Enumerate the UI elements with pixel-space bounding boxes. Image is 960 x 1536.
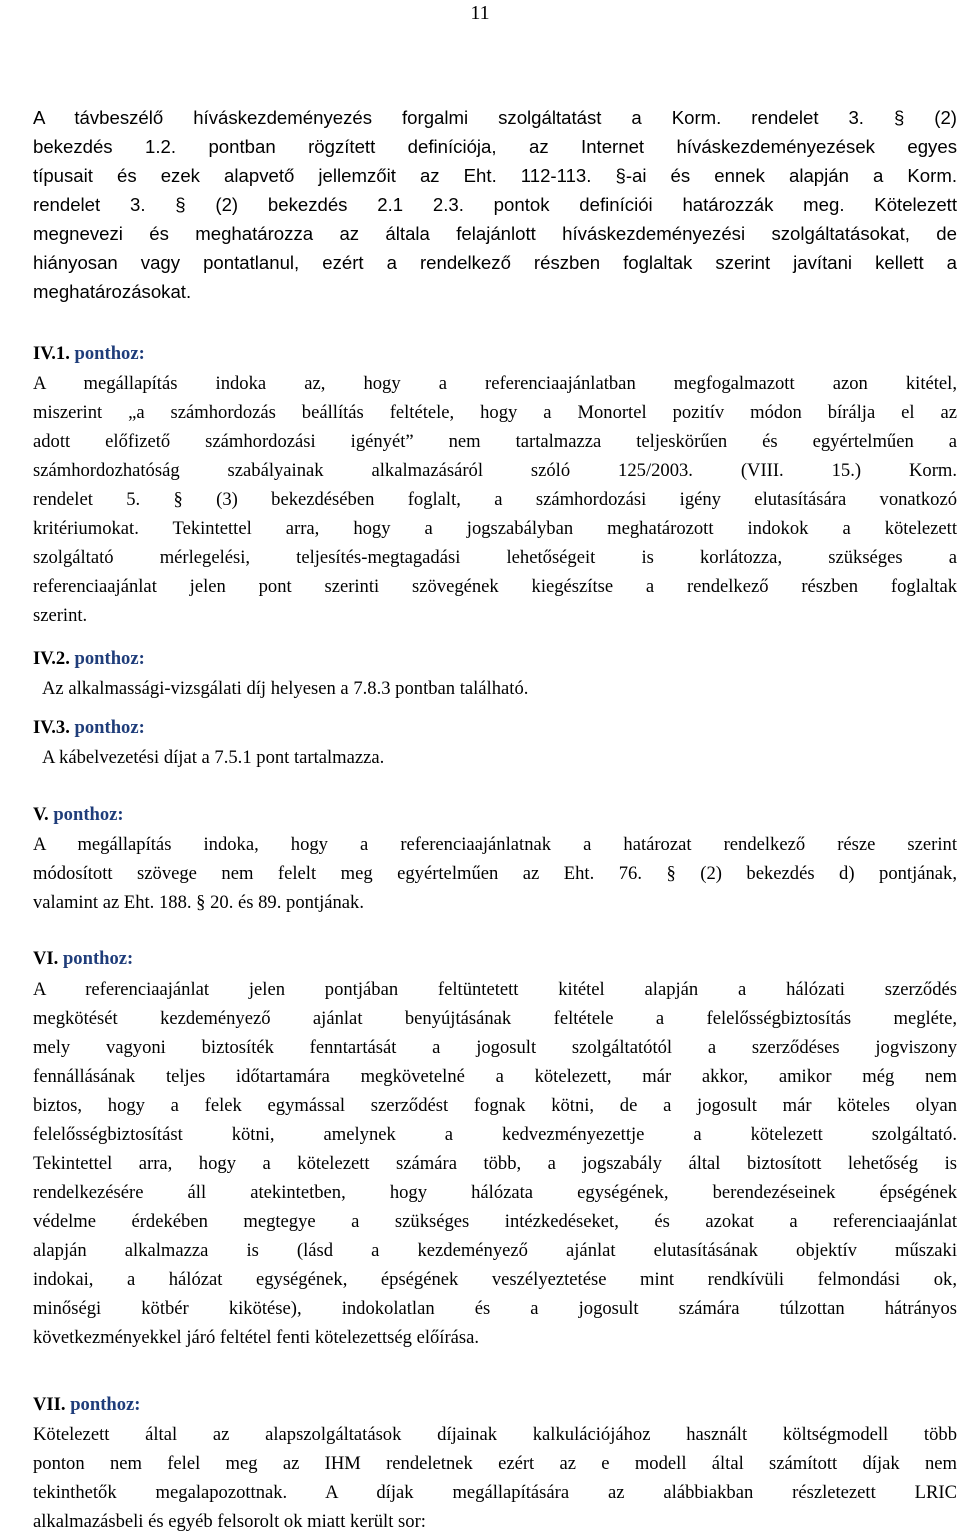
text-line: alkalmazásbeli és egyéb felsorolt ok miatt került sor: [33,1511,426,1532]
text-line: indokai, a hálózat egységének, épségének veszélyeztetése mint rendkívüli felmondási ok, [33,1269,957,1290]
section-heading-iv-2 [33,644,145,673]
section-number: V. [33,804,49,825]
text-line: meghatározásokat. [33,281,192,302]
text-line: A referenciaajánlat jelen pontjában feltüntetett kitétel alapján a hálózati szerződés [33,979,957,1000]
section-number: IV.1. [33,343,70,364]
text-line: kritériumokat. Tekintettel arra, hogy a jogszabályban meghatározott indokok a kötelezett [33,518,957,539]
section-label: ponthoz: [70,1394,141,1415]
text-line: rendelkezésére áll atekintetben, hogy hálózata egységének, berendezéseinek épségének [33,1182,957,1203]
section-body-iv-1 [33,369,957,630]
section-body-v [33,830,957,917]
section-label: ponthoz: [62,948,134,969]
text-line: rendelet 5. § (3) bekezdésében foglalt, a számhordozási igény elutasítására vonatkozó [33,489,957,510]
text-line: rendelet 3. § (2) bekezdés 2.1 2.3. pontok definíciói határozzák meg. Kötelezett [33,194,957,215]
section-body-iv-2 [33,674,957,703]
section-heading-v [33,800,124,829]
text-line: szerint. [33,605,88,626]
text-line: bekezdés 1.2. pontban rögzített definíciója, az Internet híváskezdeményezések egyes [33,136,957,157]
section-label: ponthoz: [74,343,145,364]
text-line: felelősségbiztosítást kötni, amelynek a kedvezményezettje a kötelezett szolgáltató. [33,1124,957,1145]
text-line: A kábelvezetési díjat a 7.5.1 pont tartalmazza. [42,747,385,768]
text-line: adott előfizető számhordozási igényét” nem tartalmazza teljeskörűen és egyértelműen a [33,431,957,452]
text-line: valamint az Eht. 188. § 20. és 89. pontjának. [33,892,365,913]
section-number: IV.3. [33,717,70,738]
text-line: megnevezi és meghatározza az általa felajánlott híváskezdeményezési szolgáltatásokat, de [33,223,957,244]
section-label: ponthoz: [74,648,145,669]
section-number: VII. [33,1394,66,1415]
section-number: VI. [33,948,59,969]
text-line: ponton nem felel meg az IHM rendeletnek ezért az e modell által számított díjak nem [33,1453,957,1474]
text-line: miszerint „a számhordozás beállítás feltétele, hogy a Monortel pozitív módon bírálja el az [33,402,957,423]
section-heading-vii [33,1390,140,1419]
text-line: következményekkel járó feltétel fenti kötelezettség előírása. [33,1327,480,1348]
text-line: Kötelezett által az alapszolgáltatások díjainak kalkulációjához használt költségmodell több [33,1424,957,1445]
text-line: fennállásának teljes időtartamára megkövetelné a kötelezett, már akkor, amikor még nem [33,1066,957,1087]
section-number: IV.2. [33,648,70,669]
section-label: ponthoz: [53,804,124,825]
section-heading-vi [33,944,133,973]
intro-paragraph [33,103,957,306]
text-line: referenciaajánlat jelen pont szerinti szövegének kiegészítse a rendelkező részben foglaltak [33,576,957,597]
text-line: típusait és ezek alapvető jellemzőit az Eht. 112-113. §-ai és ennek alapján a Korm. [33,165,957,186]
text-line: Tekintettel arra, hogy a kötelezett számára több, a jogszabály által biztosított lehetőség is [33,1153,957,1174]
text-line: módosított szövege nem felelt meg egyértelműen az Eht. 76. § (2) bekezdés d) pontjának, [33,863,957,884]
text-line: védelme érdekében megtegye a szükséges intézkedéseket, és azokat a referenciaajánlat [33,1211,957,1232]
text-line: tekinthetők megalapozottnak. A díjak megállapítására az alábbiakban részletezett LRIC [33,1482,957,1503]
section-body-vii [33,1420,957,1536]
text-line: A megállapítás indoka az, hogy a referenciaajánlatban megfogalmazott azon kitétel, [33,373,957,394]
section-body-vi [33,975,957,1352]
text-line: hiányosan vagy pontatlanul, ezért a rendelkező részben foglaltak szerint javítani kellett a [33,252,957,273]
section-heading-iv-1 [33,339,145,368]
text-line: minőségi kötbér kikötése), indokolatlan és a jogosult számára túlzottan hátrányos [33,1298,957,1319]
page-number: 11 [470,2,490,24]
text-line: megkötését kezdeményező ajánlat benyújtásának feltétele a felelősségbiztosítás megléte, [33,1008,957,1029]
section-heading-iv-3 [33,713,145,742]
section-label: ponthoz: [74,717,145,738]
text-line: A megállapítás indoka, hogy a referenciaajánlatnak a határozat rendelkező része szerint [33,834,957,855]
text-line: számhordozhatóság szabályainak alkalmazásáról szóló 125/2003. (VIII. 15.) Korm. [33,460,957,481]
text-line: biztos, hogy a felek egymással szerződést fognak kötni, de a jogosult már köteles olyan [33,1095,957,1116]
text-line: A távbeszélő híváskezdeményezés forgalmi szolgáltatást a Korm. rendelet 3. § (2) [33,107,957,128]
section-body-iv-3 [33,743,957,772]
text-line: szolgáltató mérlegelési, teljesítés-megtagadási lehetőségeit is korlátozza, szükséges a [33,547,957,568]
text-line: Az alkalmassági-vizsgálati díj helyesen a 7.8.3 pontban található. [42,678,529,699]
text-line: alapján alkalmazza is (lásd a kezdeményező ajánlat elutasításának objektív műszaki [33,1240,957,1261]
text-line: mely vagyoni biztosíték fenntartását a jogosult szolgáltatótól a szerződéses jogviszony [33,1037,957,1058]
